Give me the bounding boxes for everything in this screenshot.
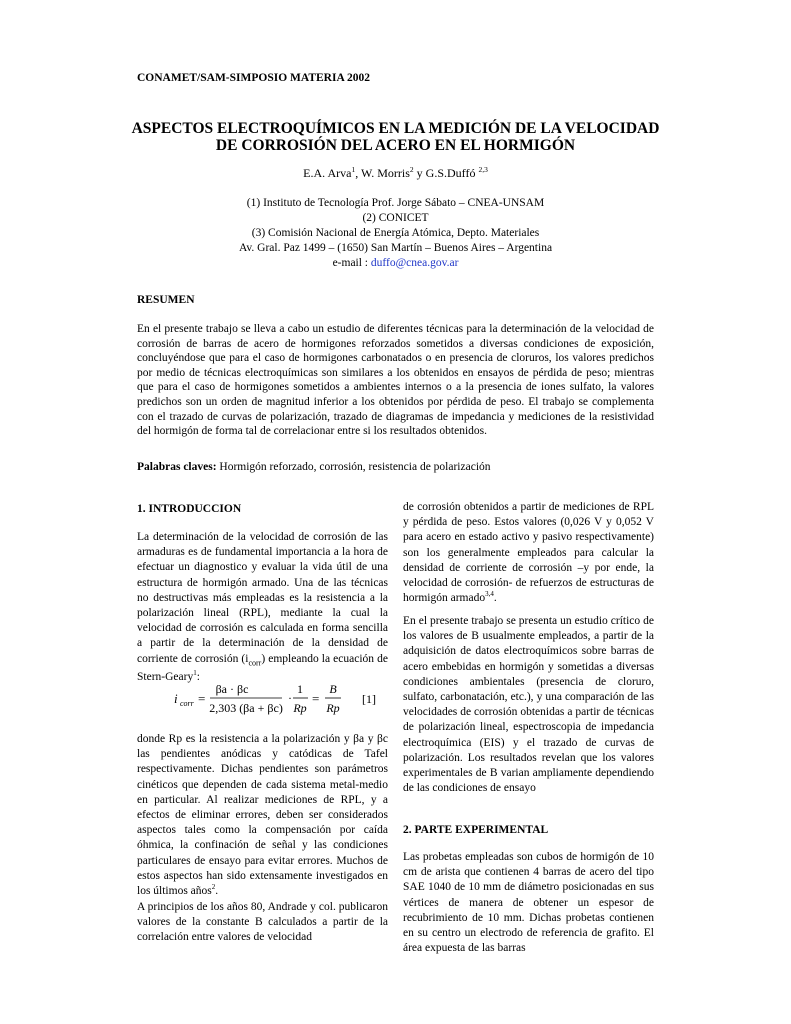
title-line-1: ASPECTOS ELECTROQUÍMICOS EN LA MEDICIÓN DE LA VELOCIDAD [131, 120, 660, 137]
right-p2-text: En el presente trabajo se presenta un estudio crítico de los valores de B usualmente empleados, a partir de la adquisición de datos electroquímicos sobre barras de acero embebidas en hormigón y sometidas a diversas condiciones ambientales (presencia de cloruro, sulfato, carbonatación, etc.), y una comparación de las velocidades de corrosión obtenidas a partir de técnicas de polarización lineal, espectroscopia de impedancia electroquímica (EIS) y el trazado de curvas de polarización. Los resultados revelan que los valores experimentales de B varian ampliamente dependiendo de las condiciones de ensayo [403, 615, 654, 795]
right-p1-text: de corrosión obtenidos a partir de mediciones de RPL y pérdida de peso. Estos valores (0,026 V y 0,052 V para acero en estado activo y pasivo respectivamente) son los generalmente empleados para calcular la densidad de corriente de corrosión –y por ende, la velocidad de corrosión- de refuerzos de estructuras de hormigón armado [403, 501, 654, 605]
right-p3-text: Las probetas empleadas son cubos de hormigón de 10 cm de arista que contienen 4 barras de acero del tipo SAE 1040 de 10 mm de diámetro posicionadas en sus vértices de manera de obtener un espesor de recubrimiento de 10 mm. Dichas probetas contienen en su centro un electrodo de referencia de grafito. El área expuesta de las barras [403, 851, 654, 955]
intro-p3-text: A principios de los años 80, Andrade y col. publicaron valores de la constante B calculados a partir de la correlación entre valores de velocidad [137, 901, 388, 944]
formula-lhs: i [174, 691, 178, 706]
address-line: Av. Gral. Paz 1499 – (1650) San Martín – Buenos Aires – Argentina [238, 242, 553, 254]
author-3-affil: 2,3 [478, 165, 488, 174]
formula-num-1: βa · βc [215, 682, 249, 696]
author-1: E.A. Arva [303, 166, 352, 180]
formula-lhs-sub: corr [180, 699, 194, 708]
right-paragraph-3 [403, 850, 654, 956]
intro-p1-colon: : [196, 671, 200, 684]
author-1-affil: 1 [351, 165, 356, 174]
affiliation-3: (3) Comisión Nacional de Energía Atómica, Depto. Materiales [251, 227, 540, 239]
paper-title [100, 120, 691, 154]
affiliation-2: (2) CONICET [362, 212, 429, 224]
formula-equals-2: = [312, 691, 320, 706]
formula-num-2: 1 [297, 682, 303, 696]
email-label: e-mail : [332, 257, 371, 269]
right-p1-end: . [493, 592, 497, 605]
keywords-label: Palabras claves: [137, 461, 217, 473]
affiliation-1: (1) Instituto de Tecnología Prof. Jorge Sábato – CNEA-UNSAM [246, 197, 545, 209]
author-3: y G.S.Duffó [413, 166, 479, 180]
intro-paragraph-2 [137, 732, 388, 899]
keywords-text: Hormigón reforzado, corrosión, resistencia de polarización [216, 461, 491, 473]
citation-2: 2 [211, 883, 216, 892]
right-paragraph-2 [403, 614, 654, 796]
intro-p1-text: La determinación de la velocidad de corrosión de las armaduras es de fundamental importancia a la hora de efectuar un diagnostico y evaluar la vida útil de una estructura de hormigón armado. Una de las técnicas no destructivas más empleadas es la resistencia a la polarización lineal (RPL), mediante la cual la velocidad de corrosión es calculada en forma sencilla a partir de la determinación de la densidad de corriente de corrosión (i [137, 531, 388, 665]
title-line-2: DE CORROSIÓN DEL ACERO EN EL HORMIGÓN [215, 137, 576, 154]
intro-p1-text-b: ) empleando la ecuación de Stern-Geary [137, 652, 388, 684]
formula-den-2: Rp [293, 701, 307, 715]
abstract-heading: RESUMEN [137, 294, 195, 306]
stern-geary-equation [170, 678, 390, 718]
intro-p2-end: . [215, 885, 219, 898]
email-link[interactable]: duffo@cnea.gov.ar [370, 257, 459, 269]
citation-3-4: 3,4 [485, 590, 494, 599]
formula-dot: · [288, 691, 292, 705]
formula-den-1: 2,303 (βa + βc) [209, 701, 283, 715]
formula-den-3: Rp [326, 701, 340, 715]
right-paragraph-1 [403, 500, 654, 606]
email-line [100, 256, 691, 271]
formula-num-3: B [329, 682, 337, 696]
intro-paragraph-1 [137, 530, 388, 685]
intro-heading: 1. INTRODUCCION [137, 503, 242, 515]
icorr-subscript: corr [248, 657, 262, 667]
formula-equals-1: = [198, 691, 206, 706]
citation-1: 1 [193, 669, 197, 678]
author-2: , W. Morris [355, 166, 410, 180]
author-2-affil: 2 [409, 165, 414, 174]
conference-header: CONAMET/SAM-SIMPOSIO MATERIA 2002 [137, 72, 370, 84]
intro-p2-text: donde Rp es la resistencia a la polarización y βa y βc las pendientes anódicas y catódicas de Tafel respectivamente. Dichas pendientes son parámetros cinéticos que dependen de cada sistema metal-medio en particular. Al realizar mediciones de RPL, y a efectos de eliminar errores, deben ser considerados aspectos tales como la compensación por caída óhmica, la confinación de señal y las condiciones particulares de ensayo para evitar errores. Muchos de estos aspectos han sido extensamente investigados en los últimos años [137, 733, 388, 898]
intro-paragraph-3 [137, 900, 388, 946]
author-list [100, 165, 691, 181]
abstract-text: En el presente trabajo se lleva a cabo un estudio de diferentes técnicas para la determinación de la velocidad de corrosión de barras de acero de hormigones reforzados sometidos a diversas condiciones de exposición, concluyéndose que para el caso de hormigones carbonatados o en presencia de cloruros, los valores predichos por medio de técnicas electroquímicas son similares a los obtenidos en ensayos de pérdida de peso; mientras que para el caso de hormigones sometidos a ambientes internos o a la presencia de iones sulfato, la valores predichos son un orden de magnitud inferior a los obtenidos por pérdida de peso. El trabajo se complementa con el trazado de curvas de polarización, trazado de diagramas de impedancia y mediciones de la resistividad del hormigón de forma tal de correlacionar entre si los resultados obtenidos. [137, 323, 654, 438]
keywords [137, 461, 654, 473]
equation-number: [1] [362, 692, 376, 706]
affiliations [100, 196, 691, 271]
experimental-heading: 2. PARTE EXPERIMENTAL [403, 824, 549, 836]
